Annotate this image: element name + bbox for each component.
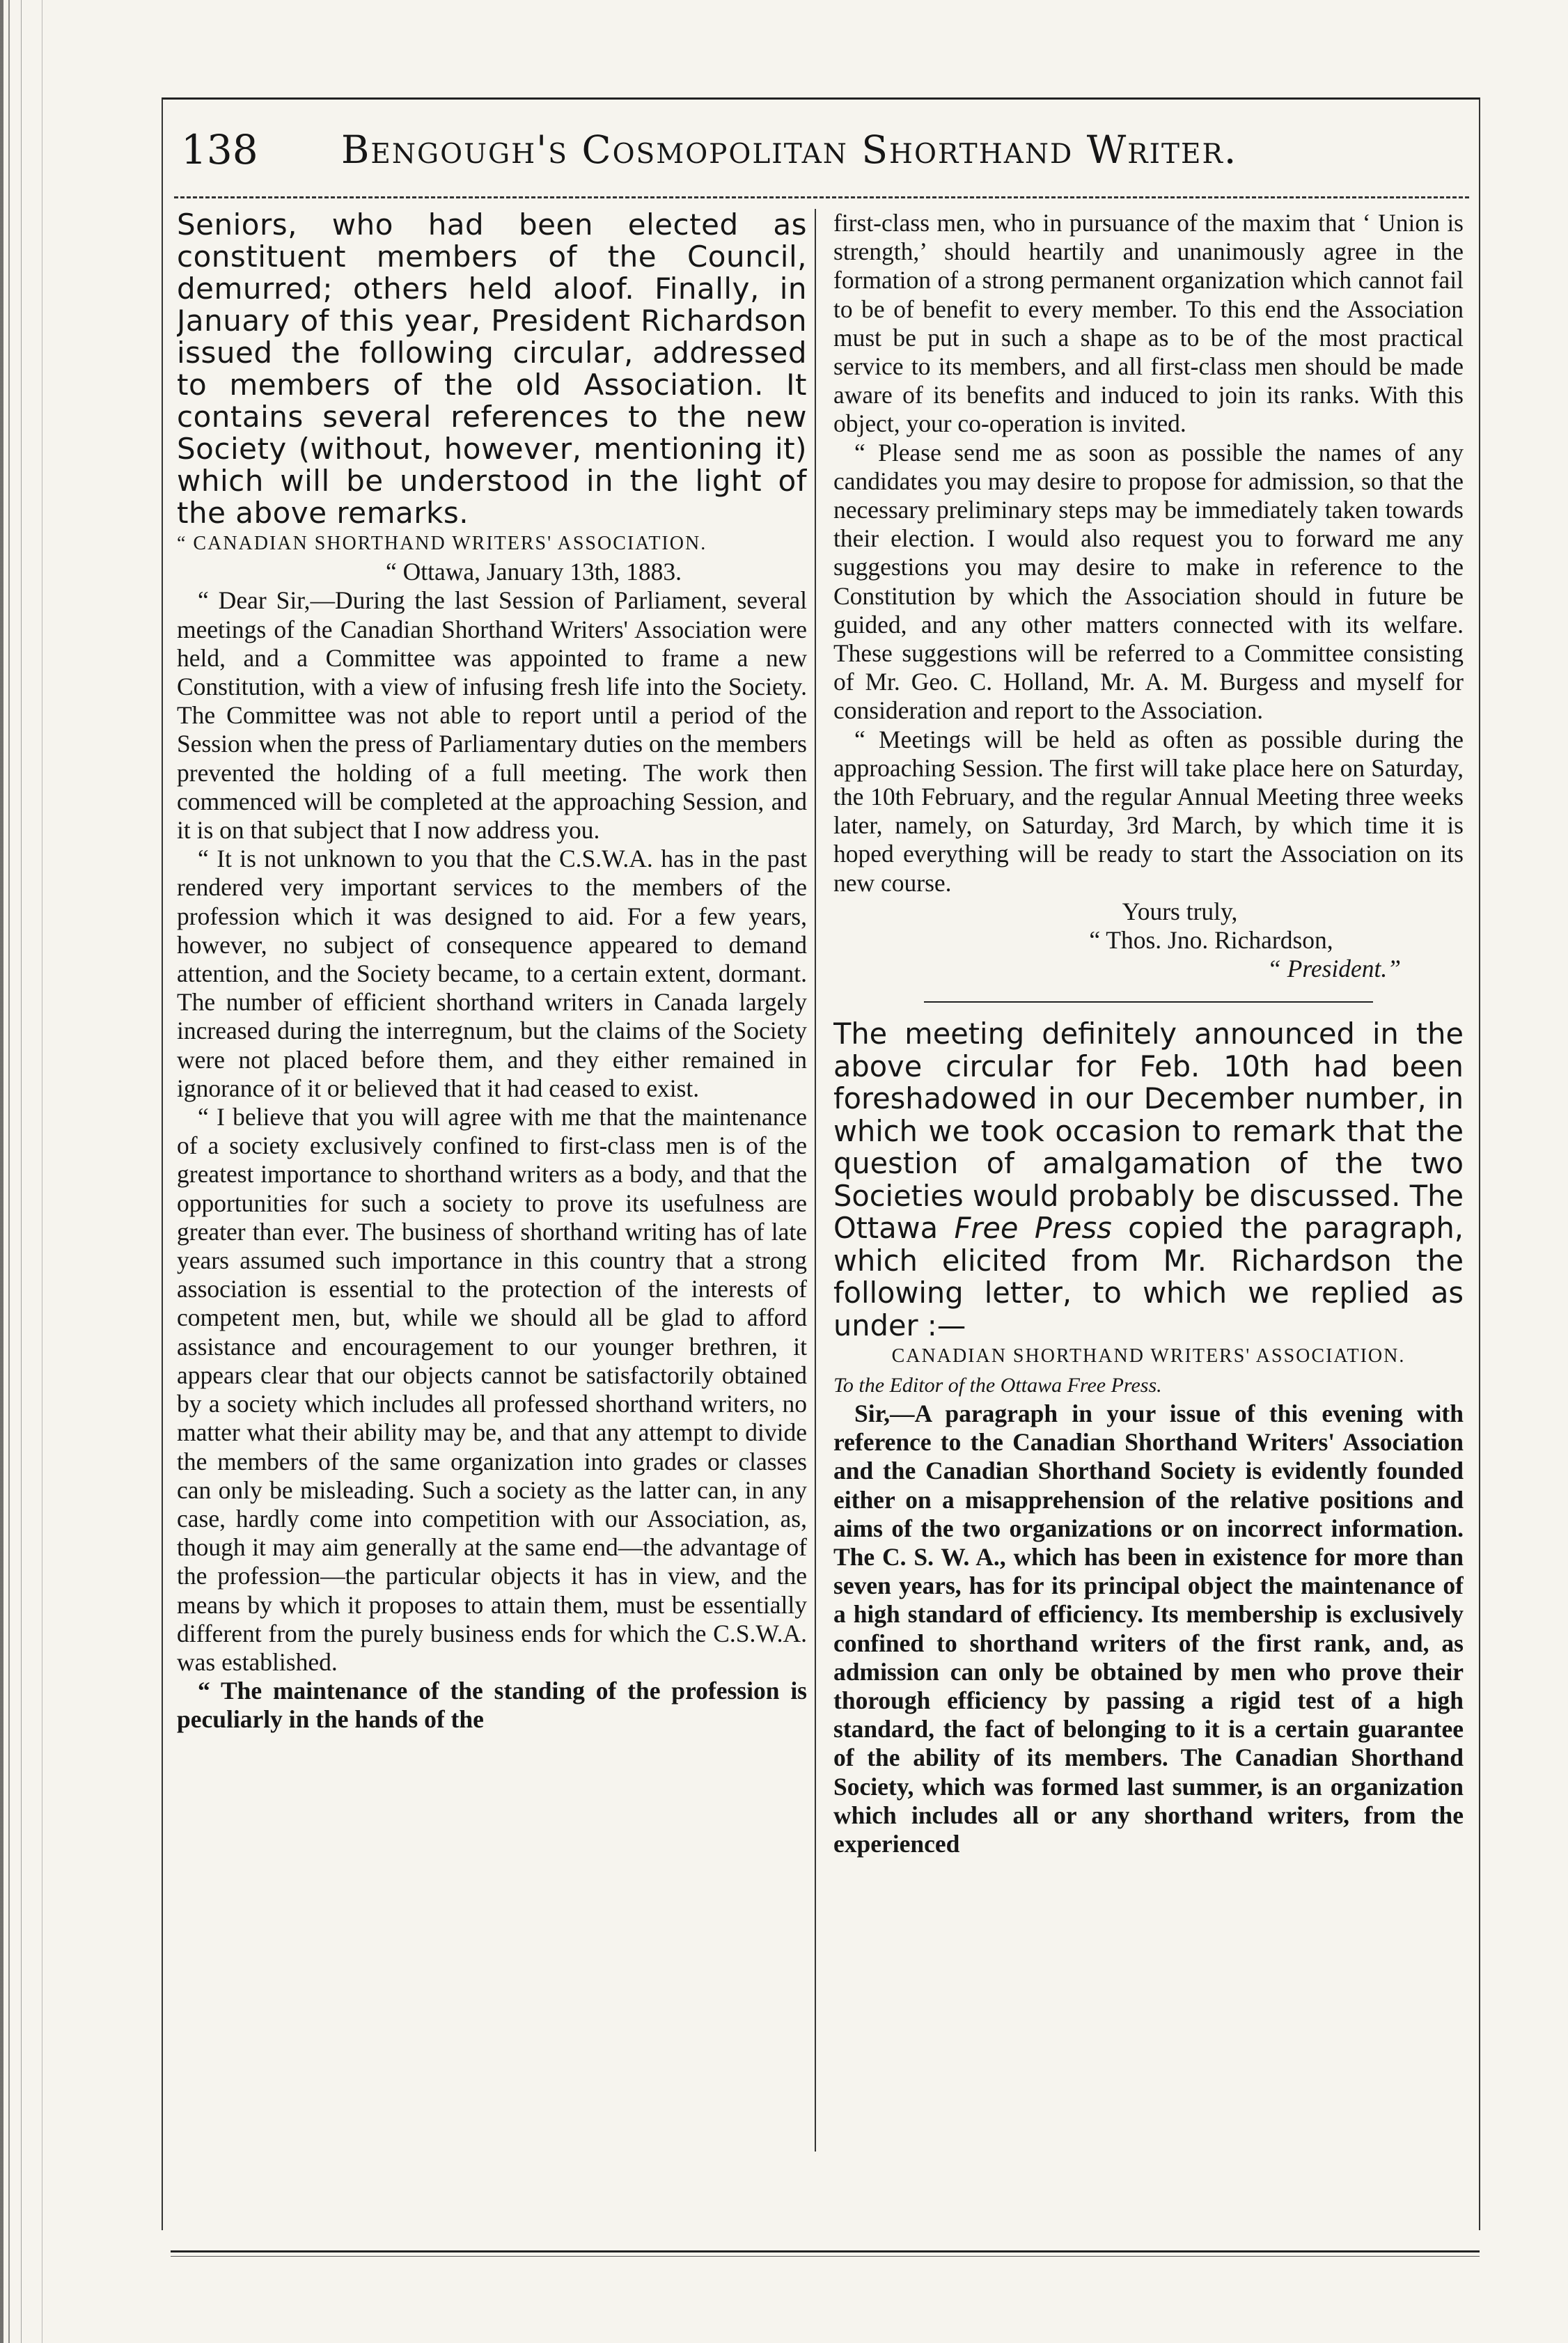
circular-paragraph: first-class men, who in pursuance of the maxim that ‘ Union is strength,’ should heartily and unanimously agree in the formation of a strong permanent organization which cannot fail to be of benefit to every member. To this end the Association must be put in such a shape as to be of the most practical service to its members, and all first-class men should be made aware of its benefits and induced to join its ranks. With this object, your co-operation is invited.: [833, 209, 1464, 438]
newspaper-name: Free Press: [954, 1211, 1112, 1246]
letter-addressee: To the Editor of the Ottawa Free Press.: [833, 1373, 1162, 1397]
signature: “ Thos. Jno. Richardson,: [1089, 926, 1333, 955]
signature-title: “ President.”: [1267, 955, 1401, 983]
right-column: [833, 209, 1464, 2165]
bottom-rule-thin: [171, 2256, 1480, 2257]
circular-dateline: “ Ottawa, January 13th, 1883.: [386, 558, 682, 586]
running-header: [174, 115, 1469, 185]
page-number: 138: [181, 126, 258, 173]
header-rule: [174, 196, 1469, 198]
circular-paragraph: “ The maintenance of the standing of the profession is peculiarly in the hands of the: [177, 1677, 807, 1734]
left-column: [177, 209, 807, 2165]
circular-paragraph: “ Please send me as soon as possible the names of any candidates you may desire to propose for admission, so that the necessary preliminary steps may be immediately taken towards their election. I would also request you to forward me any suggestions you may desire to make in reference to the Constitution by which the Association should in future be guided, and any other matters connected with its welfare. These suggestions will be referred to a Committee consisting of Mr. Geo. C. Holland, Mr. A. M. Burgess and myself for consideration and report to the Association.: [833, 438, 1464, 725]
circular-heading: “ CANADIAN SHORTHAND WRITERS' ASSOCIATION.: [177, 533, 707, 554]
letter-paragraph: Sir,—A paragraph in your issue of this evening with reference to the Canadian Shorthand Writers' Association and the Canadian Shorthand Society is evidently founded either on a misapprehension of the relative positions and aims of the two organizations or on incorrect information. The C. S. W. A., which has been in existence for more than seven years, has for its principal object the maintenance of a high standard of efficiency. Its membership is exclusively confined to shorthand writers of the first rank, and, as admission can only be obtained by men who prove their thorough efficiency by passing a rigid test of a high standard, the fact of belonging to it is a certain guarantee of the ability of its members. The Canadian Shorthand Society, which was formed last summer, is an organization which includes all or any shorthand writers, from the experienced: [833, 1399, 1464, 1858]
editorial-text: The meeting definitely announced in the above circular for Feb. 10th had been foreshadowed in our December number, in which we took occasion to remark that the question of amalgamation of the two Societies would probably be discussed. The Ottawa: [833, 1017, 1464, 1246]
running-title: Bengough's Cosmopolitan Shorthand Writer.: [341, 127, 1238, 172]
column-divider: [815, 209, 816, 2152]
letter-heading: CANADIAN SHORTHAND WRITERS' ASSOCIATION.: [891, 1345, 1406, 1368]
book-binding-edge: [0, 0, 84, 2343]
bottom-rule: [171, 2250, 1480, 2252]
opening-paragraph: Seniors, who had been elected as constituent members of the Council, demurred; others held aloof. Finally, in January of this year, President Richardson issued the following circular, addressed to members of the old Association. It contains several references to the new Society (without, however, mentioning it) which will be understood in the light of the above remarks.: [177, 209, 807, 530]
circular-paragraph: “ I believe that you will agree with me that the maintenance of a society exclusively confined to first-class men is of the greatest importance to shorthand writers as a body, and that the opportunities for such a society to prove its usefulness are greater than ever. The business of shorthand writing has of late years assumed such importance in this country that a strong association is essential to the protection of the interests of competent men, but, while we should all be glad to afford assistance and encouragement to our younger brethren, it appears clear that our objects cannot be satisfactorily obtained by a society which includes all professed shorthand writers, no matter what their ability may be, and that any attempt to divide the members of the same organization into grades or classes can only be misleading. Such a society as the latter can, in any case, hardly come into competition with our Association, as, though it may aim generally at the same end—the advantage of the profession—the particular objects it has in view, and the means by which it proposes to attain them, must be essentially different from the purely business ends for which the C.S.W.A. was established.: [177, 1103, 807, 1676]
editorial-text: copied the paragraph, which elicited from Mr. Richardson the following letter, to which we replied as under :—: [833, 1211, 1464, 1342]
circular-paragraph: “ Meetings will be held as often as possible during the approaching Session. The first will take place here on Saturday, the 10th February, and the regular Annual Meeting three weeks later, namely, on Saturday, 3rd March, by which time it is hoped everything will be ready to start the Association on its new course.: [833, 725, 1464, 897]
signoff: Yours truly,: [1122, 897, 1238, 925]
circular-paragraph: “ It is not unknown to you that the C.S.W.A. has in the past rendered very important services to the members of the profession which it was designed to aid. For a few years, however, no subject of consequence appeared to demand attention, and the Society became, to a certain extent, dormant. The number of efficient shorthand writers in Canada largely increased during the interregnum, but the claims of the Society were not placed before them, and they either remained in ignorance of it or believed that it had ceased to exist.: [177, 845, 807, 1102]
editorial-paragraph: [833, 1018, 1464, 1342]
section-rule: [924, 1001, 1373, 1003]
circular-paragraph: “ Dear Sir,—During the last Session of Parliament, several meetings of the Canadian Shorthand Writers' Association were held, and a Committee was appointed to frame a new Constitution, with a view of infusing fresh life into the Society. The Committee was not able to report until a period of the Session when the press of Parliamentary duties on the members prevented the holding of a full meeting. The work then commenced will be completed at the approaching Session, and it is on that subject that I now address you.: [177, 586, 807, 845]
